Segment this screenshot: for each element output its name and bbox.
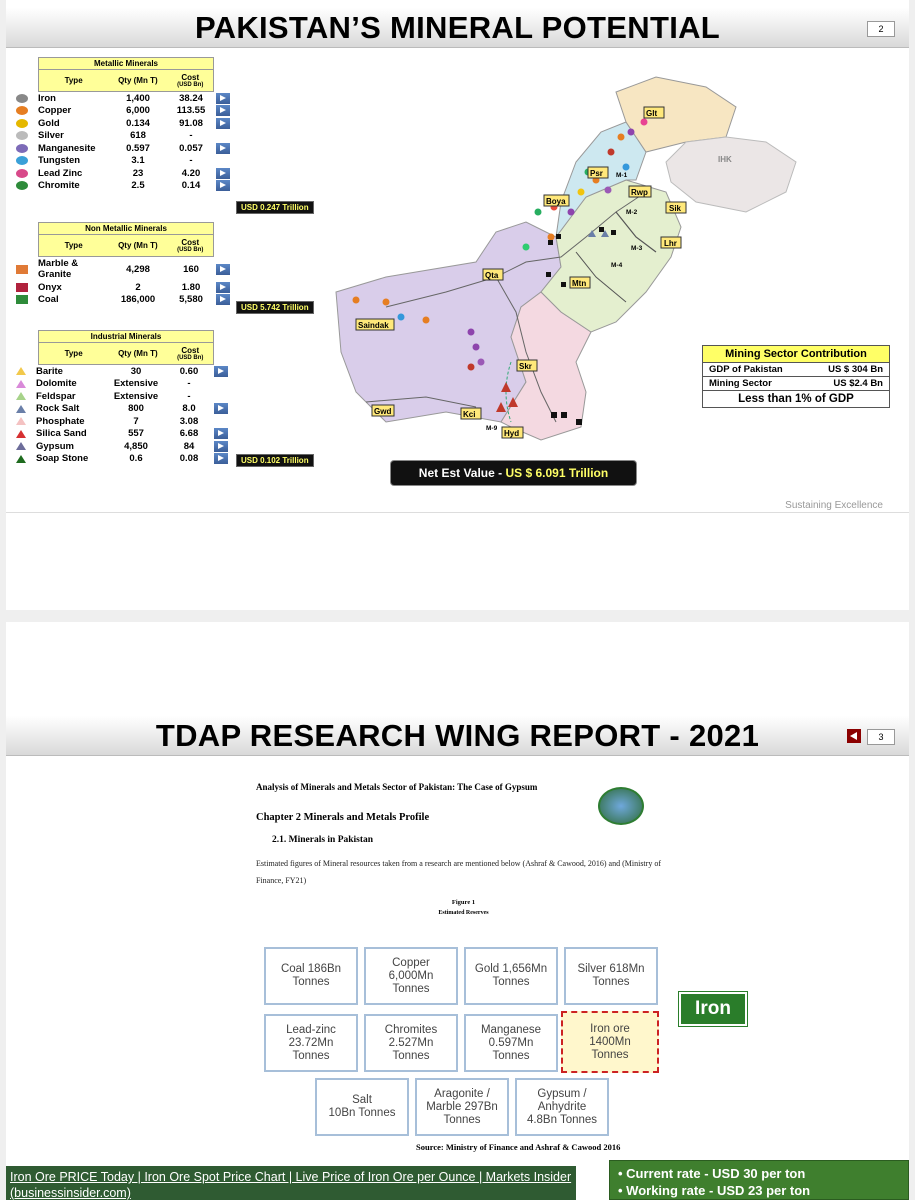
metallic-minerals-table [12,57,332,192]
mineral-row [12,155,332,168]
svg-text:Gwd: Gwd [374,407,392,416]
mineral-marker-icon [16,417,26,425]
play-arrow-icon[interactable] [214,428,228,439]
col-cost: Cost (USD Bn) [177,238,204,253]
figure-label: Figure 1 [451,899,476,906]
mineral-type: Silica Sand [36,428,87,440]
col-qty: Qty (Mn T) [118,349,158,358]
svg-text:M-3: M-3 [631,245,643,252]
reserve-box: Gold 1,656Mn Tonnes [464,947,558,1005]
mineral-row [12,415,332,428]
svg-text:Rwp: Rwp [631,188,648,197]
mineral-row [12,365,332,378]
mineral-type: Copper [38,105,72,117]
net-estimated-value: Net Est Value - US $ 6.091 Trillion [391,461,636,485]
mineral-cost: 4.20 [181,167,201,179]
mineral-qty: 1,400 [126,92,150,104]
play-arrow-icon[interactable] [214,403,228,414]
mineral-marker-icon [16,119,28,128]
mineral-type: Manganesite [38,142,96,154]
col-cost: Cost (USD Bn) [177,73,204,88]
industrial-total: USD 0.102 Trillion [236,454,314,467]
industrial-minerals-table [12,330,332,465]
mineral-type: Silver [38,130,64,142]
mineral-row [12,378,332,391]
svg-text:Boya: Boya [546,197,566,206]
svg-text:IHK: IHK [718,155,732,164]
mineral-row [12,105,332,118]
mineral-qty: 6,000 [126,105,150,117]
col-type: Type [64,76,83,85]
mineral-row [12,440,332,453]
mineral-type: Dolomite [36,378,77,390]
svg-text:Qta: Qta [485,271,499,280]
play-arrow-icon[interactable] [216,264,230,275]
mineral-marker-icon [16,367,26,375]
play-arrow-icon[interactable] [216,294,230,305]
gdp-share: Less than 1% of GDP [738,393,854,405]
col-cost: Cost (USD Bn) [177,346,204,361]
mineral-type: Coal [38,294,59,306]
mineral-marker-icon [16,442,26,450]
slide-title-bar [6,716,909,756]
mineral-qty: 0.134 [126,117,150,129]
mineral-marker-icon [16,169,28,178]
mineral-marker-icon [16,455,26,463]
reserve-box: Copper 6,000Mn Tonnes [364,947,458,1005]
mineral-cost: 5,580 [179,294,203,306]
mineral-row [12,281,332,294]
nonmetallic-minerals-table [12,222,332,306]
play-arrow-icon[interactable] [214,453,228,464]
mineral-cost: - [189,130,193,142]
mineral-cost: 1.80 [181,281,201,293]
reserve-box: Chromites 2.527Mn Tonnes [364,1014,458,1072]
table-header: Non Metallic Minerals [38,222,214,235]
mineral-qty: 186,000 [120,294,156,306]
column-headers [38,235,214,257]
mineral-qty: 23 [132,167,144,179]
mineral-qty: 618 [130,130,146,142]
mining-header: Mining Sector Contribution [703,346,889,363]
mineral-marker-icon [16,94,28,103]
back-arrow-icon[interactable] [847,729,861,743]
page-number: 3 [867,729,895,745]
mineral-cost: 0.60 [179,365,199,377]
mineral-cost: 8.0 [182,403,196,415]
mineral-marker-icon [16,295,28,304]
working-rate: • Working rate - USD 23 per ton [618,1183,811,1198]
play-arrow-icon[interactable] [216,180,230,191]
play-arrow-icon[interactable] [214,441,228,452]
mineral-row [12,167,332,180]
mineral-cost: - [187,390,191,402]
paragraph: Estimated figures of Mineral resources taken from a research are mentioned below (Ashraf & Cawood, 2016) and (Ministry of Finance, FY21) [256,859,661,885]
col-type: Type [64,241,83,250]
mineral-cost: - [187,378,191,390]
play-arrow-icon[interactable] [216,143,230,154]
section-title: 2.1. Minerals in Pakistan [272,835,374,845]
mineral-qty: 7 [133,415,139,427]
iron-callout: Iron [679,992,747,1026]
mineral-cost: 91.08 [179,117,203,129]
svg-text:Skr: Skr [519,362,532,371]
svg-text:M-1: M-1 [616,172,628,179]
mineral-type: Phosphate [36,415,85,427]
slide-mineral-potential [6,0,909,610]
svg-text:Kci: Kci [463,410,476,419]
mineral-type: Iron [38,92,56,104]
mineral-row [12,142,332,155]
chapter-title: Chapter 2 Minerals and Metals Profile [256,812,430,823]
svg-text:M-4: M-4 [611,262,623,269]
col-type: Type [64,349,83,358]
slide-title: TDAP RESEARCH WING REPORT - 2021 [155,718,760,753]
mineral-qty: 2.5 [131,180,145,192]
mineral-qty: 2 [135,281,141,293]
pakistan-mineral-map [326,62,896,482]
mineral-cost: 0.14 [181,180,201,192]
mineral-type: Barite [36,365,63,377]
mining-sector-contribution [702,345,890,408]
mineral-row [12,130,332,143]
mineral-marker-icon [16,430,26,438]
gdp-row: GDP of Pakistan US $ 304 Bn [703,363,889,377]
play-arrow-icon[interactable] [216,168,230,179]
mineral-type: Chromite [38,180,80,192]
reserve-box: Manganese 0.597Mn Tonnes [464,1014,558,1072]
column-headers [38,343,214,365]
mineral-marker-icon [16,265,28,274]
svg-text:M-9: M-9 [486,425,498,432]
col-qty: Qty (Mn T) [118,241,158,250]
mineral-row [12,180,332,193]
mineral-type: Lead Zinc [38,167,83,179]
mineral-qty: 30 [130,365,142,377]
mineral-row [12,257,332,281]
mineral-qty: 0.6 [129,453,143,465]
mineral-qty: 0.597 [126,142,150,154]
mineral-marker-icon [16,106,28,115]
mineral-cost: 3.08 [179,415,199,427]
iron-ore-price-link[interactable]: Iron Ore PRICE Today | Iron Ore Spot Price Chart | Live Price of Iron Ore per Ounce | Markets Insider (businessinsider.com) [6,1166,576,1200]
mineral-type: Soap Stone [36,453,89,465]
svg-text:Hyd: Hyd [504,429,520,438]
mineral-cost: 6.68 [179,428,199,440]
mineral-cost: - [189,155,193,167]
reserve-box-iron: Iron ore 1400Mn Tonnes [561,1011,659,1073]
mineral-row [12,390,332,403]
mineral-row [12,428,332,441]
svg-text:Lhr: Lhr [664,239,677,248]
reserve-box: Coal 186Bn Tonnes [264,947,358,1005]
play-arrow-icon[interactable] [216,105,230,116]
mineral-qty: 3.1 [131,155,145,167]
slide-tdap-report [6,622,909,1200]
mineral-row [12,403,332,416]
svg-text:Glt: Glt [646,109,658,118]
mineral-marker-icon [16,181,28,190]
mineral-cost: 160 [183,263,199,275]
doc-header: Analysis of Minerals and Metals Sector of Pakistan: The Case of Gypsum [256,782,538,792]
svg-text:M-2: M-2 [626,209,638,216]
reserve-box: Lead-zinc 23.72Mn Tonnes [264,1014,358,1072]
mining-sector-row: Mining Sector US $2.4 Bn [703,377,889,391]
mineral-row [12,117,332,130]
mineral-cost: 0.057 [179,142,203,154]
mineral-cost: 84 [183,440,195,452]
slide-title-bar [6,8,909,48]
svg-text:Saindak: Saindak [358,321,389,330]
reserve-box: Aragonite / Marble 297Bn Tonnes [415,1078,509,1136]
play-arrow-icon[interactable] [216,118,230,129]
reserve-box: Salt 10Bn Tonnes [315,1078,409,1136]
mineral-marker-icon [16,283,28,292]
mineral-marker-icon [16,392,26,400]
reserve-box: Silver 618Mn Tonnes [564,947,658,1005]
mineral-qty: Extensive [113,390,159,402]
slide-title: PAKISTAN’S MINERAL POTENTIAL [194,10,721,45]
mineral-type: Feldspar [36,390,76,402]
mineral-marker-icon [16,131,28,140]
nonmetallic-total: USD 5.742 Trillion [236,301,314,314]
report-excerpt [256,782,671,916]
mineral-qty: 4,850 [124,440,148,452]
column-headers [38,70,214,92]
mineral-cost: 113.55 [176,105,206,117]
table-header: Industrial Minerals [38,330,214,343]
mineral-marker-icon [16,156,28,165]
mineral-type: Rock Salt [36,403,80,415]
svg-text:Psr: Psr [590,169,603,178]
iron-rate-box [609,1160,909,1200]
mineral-marker-icon [16,380,26,388]
tagline: Sustaining Excellence [785,500,883,511]
mineral-qty: 4,298 [126,263,150,275]
figure-source: Source: Ministry of Finance and Ashraf & Cawood 2016 [416,1142,621,1152]
play-arrow-icon[interactable] [216,93,230,104]
mineral-cost: 0.08 [179,453,199,465]
mineral-type: Gold [38,117,60,129]
mineral-cost: 38.24 [179,92,203,104]
col-qty: Qty (Mn T) [118,76,158,85]
mineral-qty: 557 [128,428,144,440]
region-ihk [666,137,796,212]
mineral-type: Tungsten [38,155,81,167]
mineral-marker-icon [16,405,26,413]
table-header: Metallic Minerals [38,57,214,70]
mineral-qty: 800 [128,403,144,415]
mineral-type: Marble & Granite [38,258,79,280]
play-arrow-icon[interactable] [216,282,230,293]
mineral-type: Gypsum [36,440,75,452]
mineral-type: Onyx [38,281,62,293]
figure-caption: Estimated Reserves [438,910,489,916]
svg-text:Sik: Sik [669,204,682,213]
metallic-total: USD 0.247 Trillion [236,201,314,214]
mineral-marker-icon [16,144,28,153]
page-number: 2 [867,21,895,37]
svg-text:Mtn: Mtn [572,279,587,288]
mineral-qty: Extensive [113,378,159,390]
current-rate: • Current rate - USD 30 per ton [618,1166,806,1181]
mineral-row [12,92,332,105]
play-arrow-icon[interactable] [214,366,228,377]
reserve-box: Gypsum / Anhydrite 4.8Bn Tonnes [515,1078,609,1136]
